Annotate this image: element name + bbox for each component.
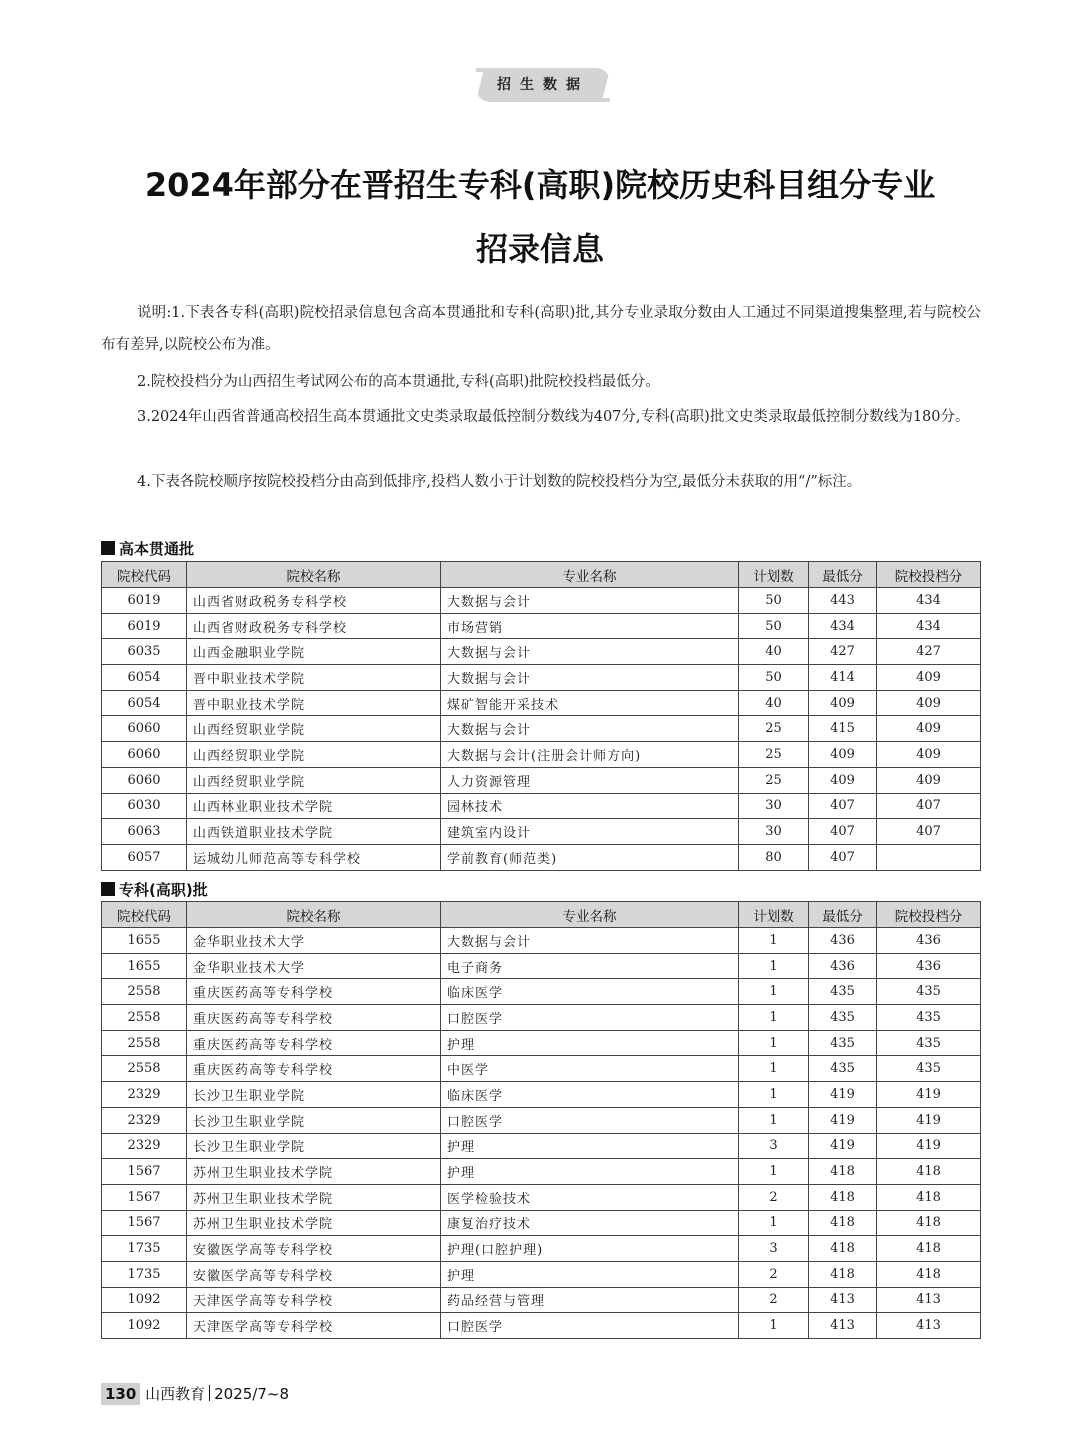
cell-plan-count: 2 xyxy=(739,1184,809,1210)
cell-school-code: 2329 xyxy=(102,1107,187,1133)
cell-min-score: 409 xyxy=(809,690,877,716)
cell-min-score: 407 xyxy=(809,793,877,819)
cell-school-code: 1567 xyxy=(102,1159,187,1185)
cell-school-name: 山西省财政税务专科学校 xyxy=(187,588,441,614)
cell-school-code: 6019 xyxy=(102,588,187,614)
cell-plan-count: 50 xyxy=(739,613,809,639)
table-row xyxy=(102,1005,981,1031)
col-header-school: 院校名称 xyxy=(187,562,441,588)
table-gaoben xyxy=(101,561,981,871)
cell-major-name: 建筑室内设计 xyxy=(441,819,739,845)
cell-school-code: 6060 xyxy=(102,767,187,793)
cell-admission-score: 409 xyxy=(877,665,981,691)
cell-min-score: 435 xyxy=(809,1056,877,1082)
cell-school-name: 山西经贸职业学院 xyxy=(187,716,441,742)
cell-min-score: 419 xyxy=(809,1133,877,1159)
cell-school-code: 1655 xyxy=(102,953,187,979)
cell-admission-score: 418 xyxy=(877,1159,981,1185)
cell-min-score: 418 xyxy=(809,1184,877,1210)
cell-school-name: 长沙卫生职业学院 xyxy=(187,1082,441,1108)
table-row xyxy=(102,1056,981,1082)
cell-admission-score: 418 xyxy=(877,1236,981,1262)
cell-school-name: 天津医学高等专科学校 xyxy=(187,1287,441,1313)
cell-school-name: 运城幼儿师范高等专科学校 xyxy=(187,844,441,870)
cell-plan-count: 1 xyxy=(739,953,809,979)
table-row xyxy=(102,928,981,954)
cell-major-name: 大数据与会计 xyxy=(441,665,739,691)
cell-plan-count: 1 xyxy=(739,1159,809,1185)
table-row xyxy=(102,1313,981,1339)
table-row xyxy=(102,1210,981,1236)
cell-plan-count: 1 xyxy=(739,1030,809,1056)
cell-school-name: 重庆医药高等专科学校 xyxy=(187,1030,441,1056)
cell-major-name: 电子商务 xyxy=(441,953,739,979)
cell-min-score: 409 xyxy=(809,742,877,768)
cell-plan-count: 30 xyxy=(739,793,809,819)
cell-plan-count: 1 xyxy=(739,1107,809,1133)
table-row xyxy=(102,742,981,768)
cell-admission-score xyxy=(877,844,981,870)
cell-min-score: 409 xyxy=(809,767,877,793)
cell-school-code: 6030 xyxy=(102,793,187,819)
cell-major-name: 护理 xyxy=(441,1159,739,1185)
cell-school-code: 2558 xyxy=(102,1005,187,1031)
cell-school-name: 山西经贸职业学院 xyxy=(187,767,441,793)
cell-admission-score: 409 xyxy=(877,742,981,768)
cell-school-name: 长沙卫生职业学院 xyxy=(187,1107,441,1133)
page-title-line1: 2024年部分在晋招生专科(高职)院校历史科目组分专业 xyxy=(144,166,936,204)
col-header-admission-score: 院校投档分 xyxy=(877,902,981,928)
col-header-code: 院校代码 xyxy=(102,902,187,928)
cell-plan-count: 2 xyxy=(739,1287,809,1313)
cell-min-score: 443 xyxy=(809,588,877,614)
table-row xyxy=(102,716,981,742)
footer-divider xyxy=(209,1385,210,1401)
cell-school-name: 山西省财政税务专科学校 xyxy=(187,613,441,639)
cell-school-name: 重庆医药高等专科学校 xyxy=(187,1005,441,1031)
cell-admission-score: 419 xyxy=(877,1082,981,1108)
section-heading-text: 专科(高职)批 xyxy=(119,881,208,899)
cell-major-name: 口腔医学 xyxy=(441,1107,739,1133)
cell-min-score: 418 xyxy=(809,1210,877,1236)
cell-school-code: 1092 xyxy=(102,1313,187,1339)
cell-min-score: 413 xyxy=(809,1313,877,1339)
cell-plan-count: 50 xyxy=(739,665,809,691)
cell-major-name: 学前教育(师范类) xyxy=(441,844,739,870)
cell-major-name: 市场营销 xyxy=(441,613,739,639)
table-row xyxy=(102,819,981,845)
cell-school-code: 6035 xyxy=(102,639,187,665)
cell-admission-score: 434 xyxy=(877,588,981,614)
cell-plan-count: 50 xyxy=(739,588,809,614)
section-heading-text: 高本贯通批 xyxy=(119,540,195,558)
cell-school-code: 1655 xyxy=(102,928,187,954)
cell-admission-score: 409 xyxy=(877,767,981,793)
cell-admission-score: 434 xyxy=(877,613,981,639)
cell-admission-score: 413 xyxy=(877,1287,981,1313)
cell-school-name: 天津医学高等专科学校 xyxy=(187,1313,441,1339)
table-row xyxy=(102,1030,981,1056)
cell-plan-count: 1 xyxy=(739,1056,809,1082)
cell-major-name: 大数据与会计 xyxy=(441,716,739,742)
table-row xyxy=(102,1159,981,1185)
table-row xyxy=(102,793,981,819)
cell-school-code: 2558 xyxy=(102,1030,187,1056)
cell-admission-score: 435 xyxy=(877,1056,981,1082)
square-bullet-icon xyxy=(101,541,115,555)
cell-admission-score: 413 xyxy=(877,1313,981,1339)
cell-min-score: 436 xyxy=(809,928,877,954)
cell-min-score: 418 xyxy=(809,1261,877,1287)
col-header-major: 专业名称 xyxy=(441,562,739,588)
col-header-min-score: 最低分 xyxy=(809,902,877,928)
cell-school-code: 6019 xyxy=(102,613,187,639)
table-row xyxy=(102,844,981,870)
cell-plan-count: 1 xyxy=(739,1210,809,1236)
cell-plan-count: 1 xyxy=(739,928,809,954)
cell-plan-count: 3 xyxy=(739,1133,809,1159)
cell-min-score: 436 xyxy=(809,953,877,979)
page-number: 130 xyxy=(101,1383,140,1405)
note-1: 说明:1.下表各专科(高职)院校招录信息包含高本贯通批和专科(高职)批,其分专业录取分数由人工通过不同渠道搜集整理,若与院校公布有差异,以院校公布为准。 xyxy=(101,305,981,353)
cell-min-score: 407 xyxy=(809,844,877,870)
table-row xyxy=(102,1287,981,1313)
cell-min-score: 407 xyxy=(809,819,877,845)
cell-school-code: 1735 xyxy=(102,1261,187,1287)
cell-plan-count: 3 xyxy=(739,1236,809,1262)
cell-min-score: 415 xyxy=(809,716,877,742)
cell-admission-score: 407 xyxy=(877,819,981,845)
section-tab: 招生数据 xyxy=(476,68,610,102)
cell-school-code: 2558 xyxy=(102,979,187,1005)
cell-plan-count: 1 xyxy=(739,1313,809,1339)
note-2: 2.院校投档分为山西招生考试网公布的高本贯通批,专科(高职)批院校投档最低分。 xyxy=(137,374,660,390)
cell-school-code: 6060 xyxy=(102,742,187,768)
cell-school-name: 苏州卫生职业技术学院 xyxy=(187,1210,441,1236)
note-4: 4.下表各院校顺序按院校投档分由高到低排序,投档人数小于计划数的院校投档分为空,最低分未获取的用“/”标注。 xyxy=(137,474,862,490)
cell-plan-count: 1 xyxy=(739,979,809,1005)
cell-admission-score: 409 xyxy=(877,716,981,742)
cell-school-code: 2329 xyxy=(102,1133,187,1159)
cell-school-code: 6060 xyxy=(102,716,187,742)
cell-min-score: 435 xyxy=(809,979,877,1005)
cell-school-code: 2558 xyxy=(102,1056,187,1082)
table-row xyxy=(102,1261,981,1287)
table-row xyxy=(102,665,981,691)
cell-school-name: 金华职业技术大学 xyxy=(187,953,441,979)
table-row xyxy=(102,1082,981,1108)
table-body-gaoben xyxy=(102,588,981,871)
section-heading-zhuanke xyxy=(101,879,208,901)
cell-school-name: 安徽医学高等专科学校 xyxy=(187,1261,441,1287)
cell-admission-score: 418 xyxy=(877,1261,981,1287)
cell-school-code: 1092 xyxy=(102,1287,187,1313)
cell-major-name: 临床医学 xyxy=(441,1082,739,1108)
cell-major-name: 临床医学 xyxy=(441,979,739,1005)
table-header-row xyxy=(102,562,981,588)
table-row xyxy=(102,639,981,665)
cell-school-code: 6054 xyxy=(102,665,187,691)
table-header-row xyxy=(102,902,981,928)
cell-school-name: 山西经贸职业学院 xyxy=(187,742,441,768)
cell-admission-score: 418 xyxy=(877,1210,981,1236)
cell-major-name: 园林技术 xyxy=(441,793,739,819)
cell-school-name: 重庆医药高等专科学校 xyxy=(187,979,441,1005)
cell-school-name: 山西林业职业技术学院 xyxy=(187,793,441,819)
cell-major-name: 大数据与会计 xyxy=(441,639,739,665)
cell-admission-score: 427 xyxy=(877,639,981,665)
cell-min-score: 434 xyxy=(809,613,877,639)
cell-school-code: 6057 xyxy=(102,844,187,870)
cell-school-name: 山西金融职业学院 xyxy=(187,639,441,665)
cell-plan-count: 25 xyxy=(739,742,809,768)
magazine-name: 山西教育 xyxy=(145,1385,206,1403)
cell-plan-count: 80 xyxy=(739,844,809,870)
table-zhuanke xyxy=(101,901,981,1339)
cell-major-name: 护理 xyxy=(441,1133,739,1159)
cell-plan-count: 1 xyxy=(739,1082,809,1108)
cell-school-code: 6054 xyxy=(102,690,187,716)
cell-plan-count: 25 xyxy=(739,767,809,793)
cell-plan-count: 1 xyxy=(739,1005,809,1031)
cell-school-code: 1567 xyxy=(102,1184,187,1210)
cell-school-name: 晋中职业技术学院 xyxy=(187,665,441,691)
cell-min-score: 419 xyxy=(809,1082,877,1108)
cell-min-score: 413 xyxy=(809,1287,877,1313)
cell-min-score: 435 xyxy=(809,1030,877,1056)
cell-admission-score: 435 xyxy=(877,979,981,1005)
square-bullet-icon xyxy=(101,882,115,896)
cell-major-name: 人力资源管理 xyxy=(441,767,739,793)
cell-admission-score: 418 xyxy=(877,1184,981,1210)
cell-school-name: 苏州卫生职业技术学院 xyxy=(187,1159,441,1185)
note-3: 3.2024年山西省普通高校招生高本贯通批文史类录取最低控制分数线为407分,专科(高职)批文史类录取最低控制分数线为180分。 xyxy=(137,409,970,425)
col-header-major: 专业名称 xyxy=(441,902,739,928)
cell-major-name: 医学检验技术 xyxy=(441,1184,739,1210)
cell-admission-score: 436 xyxy=(877,928,981,954)
cell-admission-score: 407 xyxy=(877,793,981,819)
col-header-admission-score: 院校投档分 xyxy=(877,562,981,588)
page-title-line2: 招录信息 xyxy=(475,230,604,268)
cell-school-name: 安徽医学高等专科学校 xyxy=(187,1236,441,1262)
col-header-plan: 计划数 xyxy=(739,902,809,928)
cell-school-name: 重庆医药高等专科学校 xyxy=(187,1056,441,1082)
cell-school-code: 2329 xyxy=(102,1082,187,1108)
table-row xyxy=(102,588,981,614)
cell-major-name: 护理 xyxy=(441,1261,739,1287)
cell-major-name: 大数据与会计(注册会计师方向) xyxy=(441,742,739,768)
cell-major-name: 口腔医学 xyxy=(441,1313,739,1339)
col-header-school: 院校名称 xyxy=(187,902,441,928)
section-heading-gaoben xyxy=(101,538,194,560)
cell-school-code: 6063 xyxy=(102,819,187,845)
table-row xyxy=(102,1236,981,1262)
table-row xyxy=(102,1184,981,1210)
cell-admission-score: 419 xyxy=(877,1133,981,1159)
col-header-min-score: 最低分 xyxy=(809,562,877,588)
issue-number: 2025/7~8 xyxy=(214,1385,289,1403)
col-header-code: 院校代码 xyxy=(102,562,187,588)
cell-major-name: 康复治疗技术 xyxy=(441,1210,739,1236)
cell-admission-score: 436 xyxy=(877,953,981,979)
cell-school-name: 山西铁道职业技术学院 xyxy=(187,819,441,845)
cell-plan-count: 2 xyxy=(739,1261,809,1287)
cell-school-name: 长沙卫生职业学院 xyxy=(187,1133,441,1159)
cell-major-name: 药品经营与管理 xyxy=(441,1287,739,1313)
cell-admission-score: 435 xyxy=(877,1005,981,1031)
cell-min-score: 419 xyxy=(809,1107,877,1133)
cell-school-code: 1567 xyxy=(102,1210,187,1236)
cell-min-score: 414 xyxy=(809,665,877,691)
cell-major-name: 护理(口腔护理) xyxy=(441,1236,739,1262)
cell-admission-score: 419 xyxy=(877,1107,981,1133)
cell-major-name: 煤矿智能开采技术 xyxy=(441,690,739,716)
cell-school-name: 苏州卫生职业技术学院 xyxy=(187,1184,441,1210)
cell-min-score: 418 xyxy=(809,1236,877,1262)
cell-major-name: 大数据与会计 xyxy=(441,928,739,954)
table-row xyxy=(102,953,981,979)
page-footer xyxy=(101,1383,289,1405)
cell-major-name: 大数据与会计 xyxy=(441,588,739,614)
table-row xyxy=(102,1133,981,1159)
table-body-zhuanke xyxy=(102,928,981,1339)
cell-school-name: 晋中职业技术学院 xyxy=(187,690,441,716)
table-row xyxy=(102,767,981,793)
table-row xyxy=(102,1107,981,1133)
cell-min-score: 418 xyxy=(809,1159,877,1185)
col-header-plan: 计划数 xyxy=(739,562,809,588)
cell-min-score: 435 xyxy=(809,1005,877,1031)
table-row xyxy=(102,979,981,1005)
cell-major-name: 口腔医学 xyxy=(441,1005,739,1031)
cell-plan-count: 25 xyxy=(739,716,809,742)
cell-plan-count: 30 xyxy=(739,819,809,845)
table-row xyxy=(102,613,981,639)
cell-min-score: 427 xyxy=(809,639,877,665)
cell-plan-count: 40 xyxy=(739,639,809,665)
cell-plan-count: 40 xyxy=(739,690,809,716)
cell-major-name: 中医学 xyxy=(441,1056,739,1082)
cell-major-name: 护理 xyxy=(441,1030,739,1056)
cell-school-name: 金华职业技术大学 xyxy=(187,928,441,954)
cell-admission-score: 435 xyxy=(877,1030,981,1056)
cell-admission-score: 409 xyxy=(877,690,981,716)
cell-school-code: 1735 xyxy=(102,1236,187,1262)
table-row xyxy=(102,690,981,716)
